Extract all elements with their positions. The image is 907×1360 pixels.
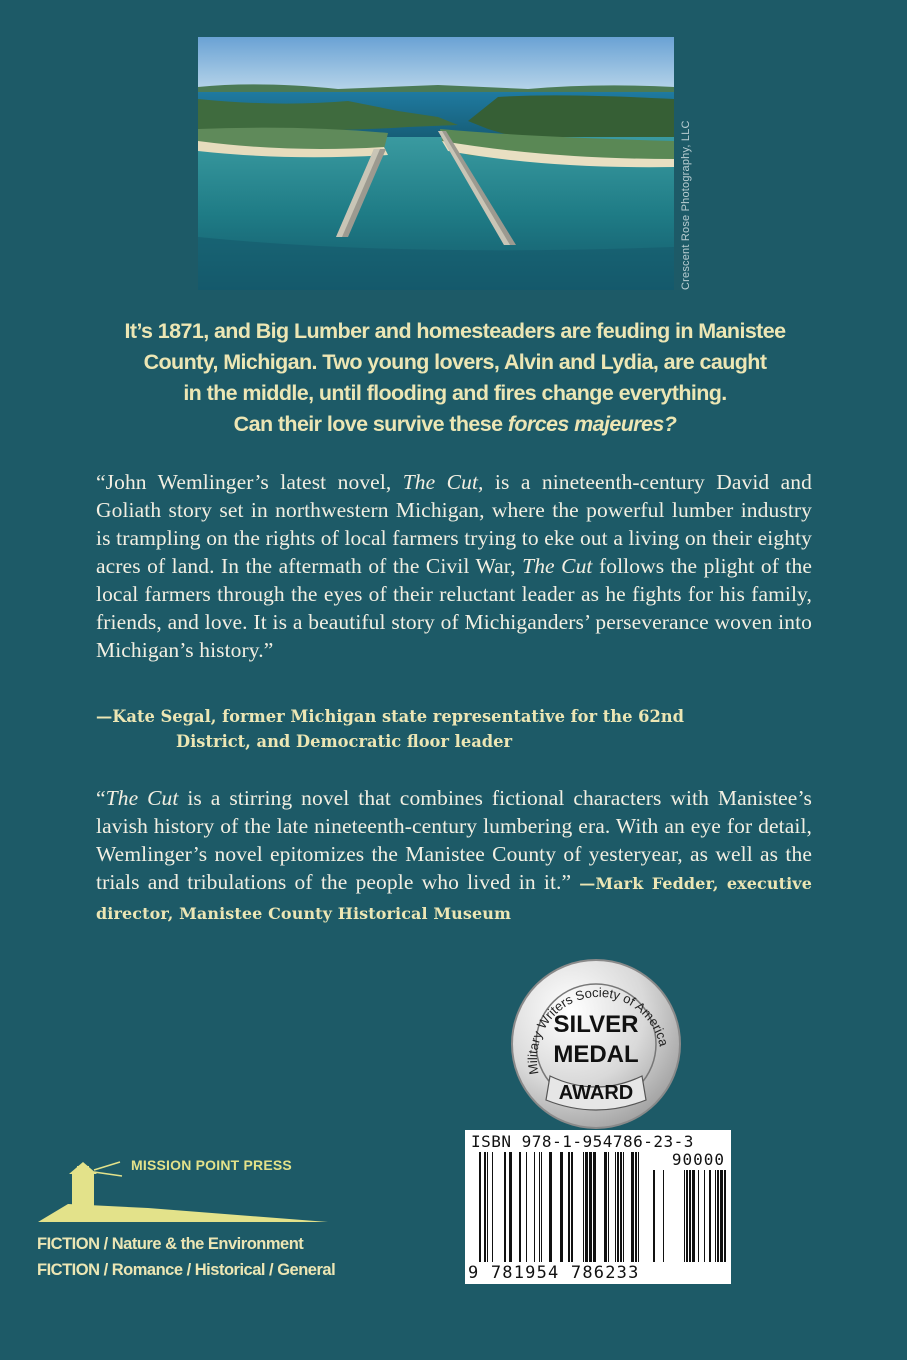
blurb-line-2: County, Michigan. Two young lovers, Alvin and Lydia, are caught	[143, 350, 767, 374]
medal-banner: AWARD	[558, 1082, 634, 1104]
medal-line-2: MEDAL	[553, 1041, 639, 1068]
category-2: FICTION / Romance / Historical / General	[37, 1261, 336, 1279]
price-code: 90000	[671, 1150, 725, 1169]
blurb-line-4-italic: forces majeures?	[507, 412, 677, 436]
blurb-line-4-text: Can their love survive these	[233, 412, 508, 436]
blurb-line-3: in the middle, until flooding and fires change everything.	[183, 381, 727, 405]
quote1-part2: is a nineteenth-century David and Goliath story set in northwestern Michigan, where the powerful lumber industry is trampling on the rights of local farmers trying to eke out a living on their eighty acres of land. In the aftermath of the Civil War,	[96, 470, 812, 578]
quote1-attribution	[96, 704, 812, 754]
isbn-number: ISBN 978-1-954786-23-3	[471, 1132, 694, 1151]
review-quote-1	[96, 468, 812, 664]
synopsis-blurb	[80, 316, 830, 440]
review-quote-2	[96, 784, 812, 928]
quote1-part1: “John Wemlinger’s latest novel,	[96, 470, 403, 494]
photo-credit: Crescent Rose Photography, LLC	[680, 120, 692, 290]
isbn-barcode	[465, 1130, 731, 1284]
publisher-name: MISSION POINT PRESS	[131, 1157, 292, 1173]
quote2-text: is a stirring novel that combines fictional characters with Manistee’s lavish history of the late nineteenth-century lumbering era. With an eye for detail, Wemlinger’s novel epitomizes the Manistee County of yesteryear, as well as the trials and tribulations of the people who lived in it.”	[96, 786, 812, 894]
quote1-part3: follows the plight of the local farmers through the eyes of their reluctant leader as he fights for his family, friends, and love. It is a beautiful story of Michiganders’ perseverance woven into Michigan’s history.”	[96, 554, 812, 662]
medal-line-1: SILVER	[553, 1011, 639, 1038]
quote2-open: “	[96, 786, 106, 810]
medal-ring-text: Military Writers Society of America	[524, 984, 672, 1076]
category-1: FICTION / Nature & the Environment	[37, 1235, 304, 1253]
barcode-bars	[465, 1130, 731, 1284]
cover-photo	[198, 37, 674, 290]
ean-number: 9 781954 786233	[468, 1263, 640, 1283]
quote1-title1: The Cut,	[402, 470, 484, 494]
bisac-categories	[37, 1231, 335, 1283]
quote1-attribution-line2: District, and Democratic floor leader	[176, 732, 513, 751]
quote2-title: The Cut	[105, 786, 179, 810]
blurb-line-1: It’s 1871, and Big Lumber and homesteaders are feuding in Manistee	[124, 319, 786, 343]
quote1-attribution-line1: —Kate Segal, former Michigan state representative for the 62nd	[96, 707, 684, 726]
quote2-attribution: —Mark Fedder, executive director, Manistee County Historical Museum	[96, 874, 812, 923]
silver-medal-seal	[510, 958, 682, 1130]
quote1-title2: The Cut	[522, 554, 593, 578]
blurb-line-4	[80, 409, 830, 440]
